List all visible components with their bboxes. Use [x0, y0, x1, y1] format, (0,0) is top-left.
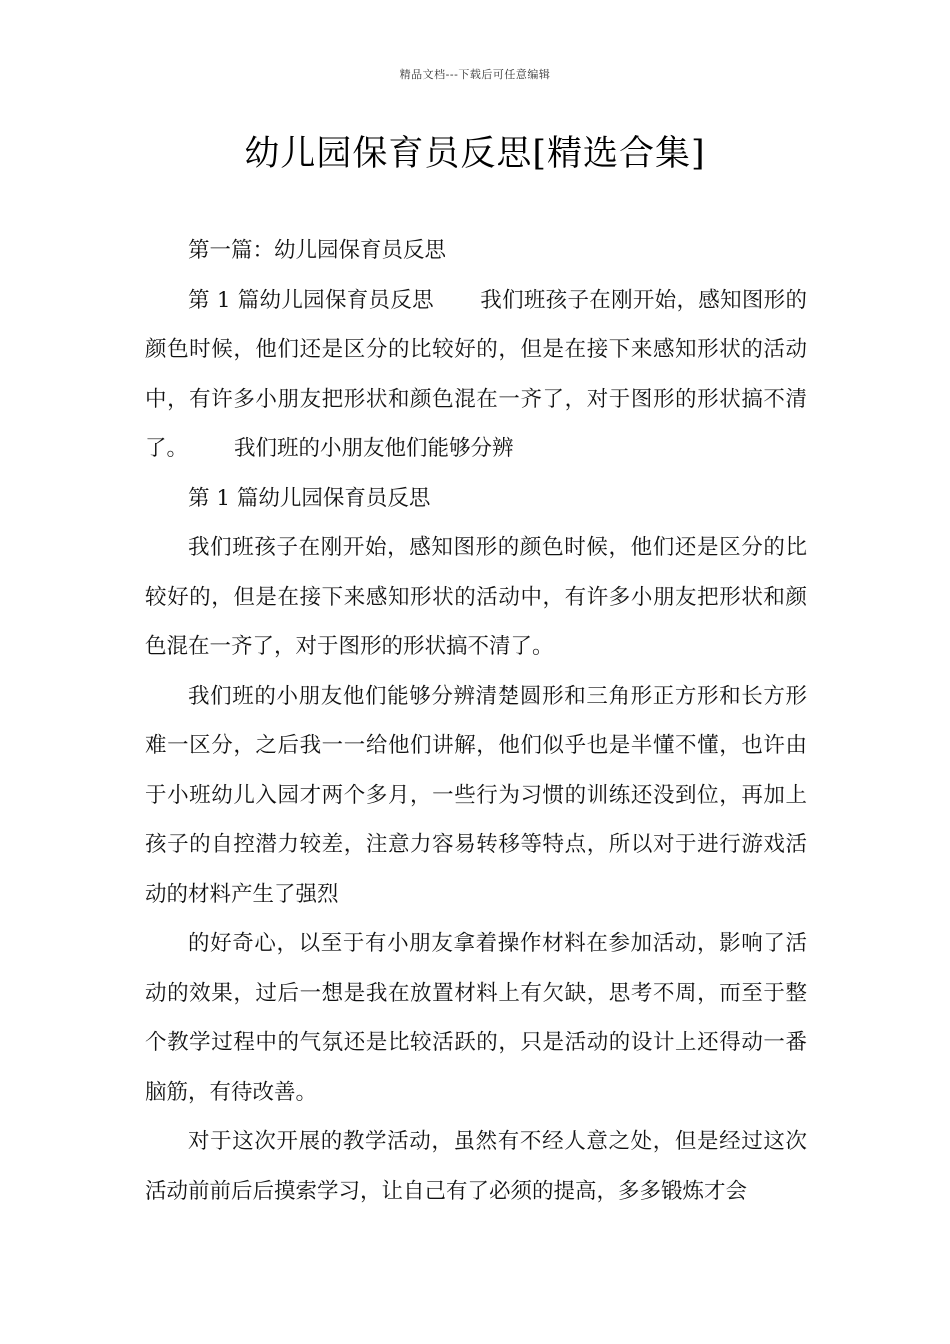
header-note: 精品文档---下载后可任意编辑: [399, 68, 551, 81]
paragraph-7: 对于这次开展的教学活动，虽然有不经人意之处，但是经过这次活动前前后后摸索学习，让自己有了必须的提高，多多锻炼才会: [145, 1129, 807, 1204]
paragraph-1: 第一篇：幼儿园保育员反思: [188, 238, 447, 263]
paragraph-2: [145, 276, 807, 474]
paragraph-2-tail: 我们班的小朋友他们能够分辨: [234, 436, 514, 461]
paragraph-3: 第 1 篇幼儿园保育员反思: [188, 485, 431, 511]
paragraph-5: 我们班的小朋友他们能够分辨清楚圆形和三角形正方形和长方形难一区分，之后我一一给他们讲解，他们似乎也是半懂不懂，也许由于小班幼儿入园才两个多月，一些行为习惯的训练还没到位，再加上孩子的自控潜力较差，注意力容易转移等特点，所以对于进行游戏活动的材料产生了强烈: [145, 683, 807, 907]
document-title: 幼儿园保育员反思[精选合集]: [244, 134, 706, 174]
paragraph-2-text: 我们班孩子在刚开始，感知图形的颜色时候，他们还是区分的比较好的，但是在接下来感知形状的活动中，有许多小朋友把形状和颜色混在一齐了，对于图形的形状搞不清了。: [145, 287, 807, 461]
paragraph-6: 的好奇心，以至于有小朋友拿着操作材料在参加活动，影响了活动的效果，过后一想是我在放置材料上有欠缺，思考不周，而至于整个教学过程中的气氛还是比较活跃的，只是活动的设计上还得动一番脑筋，有待改善。: [145, 931, 807, 1105]
paragraph-2-heading: 第 1 篇幼儿园保育员反思: [188, 287, 434, 313]
paragraph-4: 我们班孩子在刚开始，感知图形的颜色时候，他们还是区分的比较好的，但是在接下来感知形状的活动中，有许多小朋友把形状和颜色混在一齐了，对于图形的形状搞不清了。: [145, 535, 807, 659]
document-body: [145, 226, 807, 1216]
